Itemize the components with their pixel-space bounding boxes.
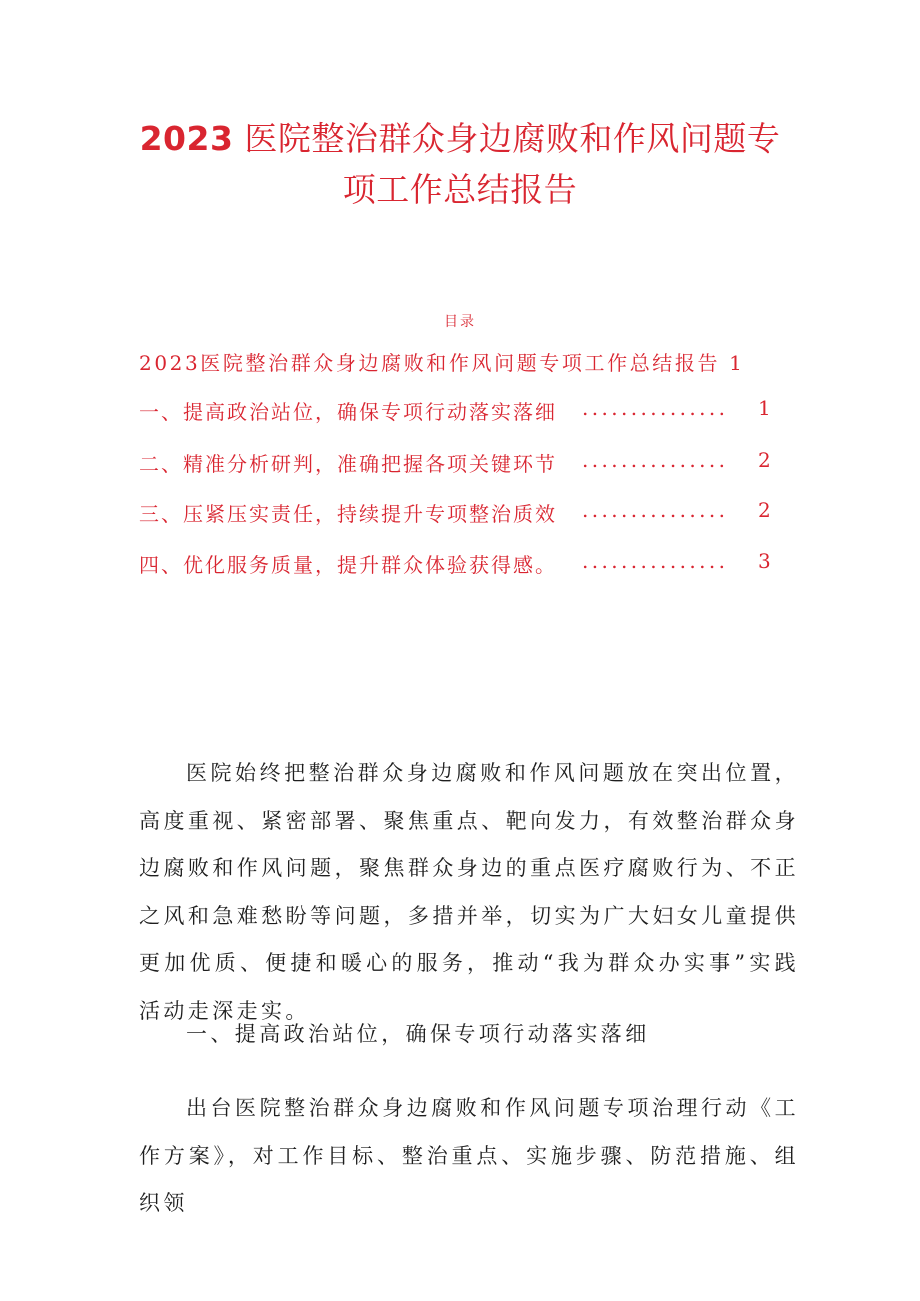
toc-leader-dots: ...............	[582, 448, 729, 472]
toc-heading: 目录	[444, 314, 476, 330]
toc-leader-dots: ...............	[582, 549, 729, 573]
toc-entry[interactable]	[139, 448, 779, 477]
toc-entry-page: 3	[758, 549, 773, 573]
toc-entry[interactable]	[139, 347, 779, 376]
toc-entry-page: 2	[758, 448, 773, 472]
document-title-line-1	[0, 113, 920, 160]
toc-entry[interactable]	[139, 396, 779, 425]
toc-entry-page: 1	[729, 351, 745, 375]
toc-leader-dots: ...............	[582, 396, 729, 420]
toc-entry-text: 四、优化服务质量，提升群众体验获得感。	[139, 553, 557, 577]
toc-leader-dots: ...............	[582, 498, 729, 522]
toc-entry-text: 三、压紧压实责任，持续提升专项整治质效	[139, 502, 557, 526]
toc-entry-text: 二、精准分析研判，准确把握各项关键环节	[139, 452, 557, 476]
toc-entry-page: 2	[758, 498, 773, 522]
toc-entry[interactable]	[139, 498, 779, 527]
toc-entry-text: 2023医院整治群众身边腐败和作风问题专项工作总结报告	[139, 351, 721, 375]
document-title-year: 2023	[139, 119, 234, 158]
body-paragraph-intro: 医院始终把整治群众身边腐败和作风问题放在突出位置，高度重视、紧密部署、聚焦重点、靶向发力，有效整治群众身边腐败和作风问题，聚焦群众身边的重点医疗腐败行为、不正之风和急难愁盼等问题，多措并举，切实为广大妇女儿童提供更加优质、便捷和暖心的服务，推动“我为群众办实事”实践活动走深走实。	[139, 761, 799, 1023]
document-title-text: 医院整治群众身边腐败和作风问题专	[244, 119, 781, 158]
section-heading-1: 一、提高政治站位，确保专项行动落实落细	[186, 1022, 650, 1046]
toc-entry-text: 一、提高政治站位，确保专项行动落实落细	[139, 400, 557, 424]
toc-entry-page: 1	[758, 396, 773, 420]
toc-entry[interactable]	[139, 549, 779, 578]
document-title-line-2: 项工作总结报告	[342, 170, 578, 209]
body-paragraph-section-1: 出台医院整治群众身边腐败和作风问题专项治理行动《工作方案》，对工作目标、整治重点、实施步骤、防范措施、组织领	[139, 1096, 799, 1215]
